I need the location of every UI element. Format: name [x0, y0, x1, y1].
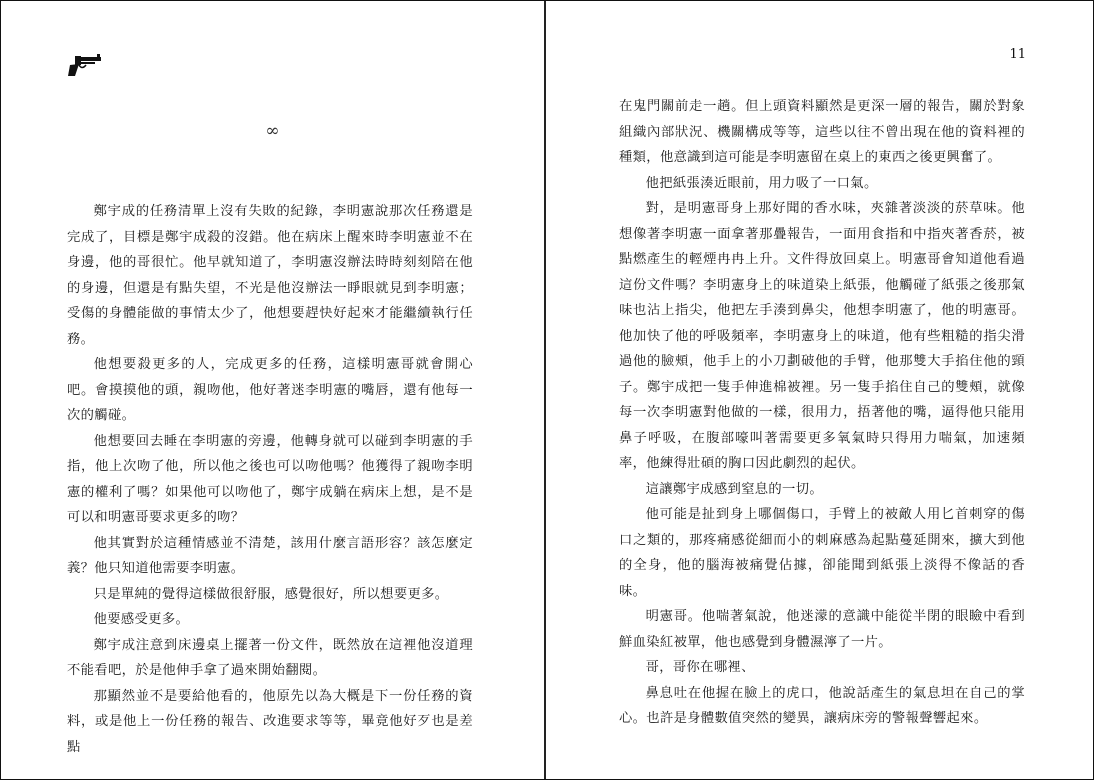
paragraph: 他要感受更多。: [93, 612, 190, 627]
left-page-body: [67, 199, 473, 760]
revolver-icon: [67, 53, 103, 77]
section-break-ornament: ∞: [265, 121, 280, 141]
paragraph: 他其實對於這種情感並不清楚，該用什麼言語形容？該怎麼定義？他只知道他需要李明憲。: [67, 535, 473, 576]
paragraph-continuation: 在鬼門關前走一趟。但上頭資料顯然是更深一層的報告，關於對象組織內部狀況、機關構成等等，這些以往不曾出現在他的資料裡的種類，他意識到這可能是李明憲留在桌上的東西之後更興奮了。: [619, 99, 1025, 165]
paragraph: 鼻息吐在他握在臉上的虎口，他說話產生的氣息坦在自己的掌心。也許是身體數值突然的變異，讓病床旁的警報聲響起來。: [619, 685, 1025, 726]
paragraph: 鄭宇成的任務清單上沒有失敗的紀錄，李明憲說那次任務還是完成了，目標是鄭宇成殺的沒錯。他在病床上醒來時李明憲並不在身邊，他的哥很忙。他早就知道了，李明憲沒辦法時時刻刻陪在他的身邊，但還是有點失望，不光是他沒辦法一睜眼就見到李明憲；受傷的身體能做的事情太少了，他想要趕快好起來才能繼續執行任務。: [67, 204, 473, 347]
right-page: [546, 1, 1091, 779]
paragraph: 只是單純的覺得這樣做很舒服，感覺很好，所以想要更多。: [93, 586, 449, 602]
paragraph: 哥，哥你在哪裡、: [645, 660, 755, 675]
paragraph: 他可能是扯到身上哪個傷口，手臂上的被敵人用匕首刺穿的傷口之類的，那疼痛感從細而小的刺麻感為起點蔓延開來，擴大到他的全身，他的腦海被痛覺佔據，卻能聞到紙張上淡得不像話的香味。: [619, 507, 1025, 599]
paragraph: 對，是明憲哥身上那好聞的香水味，夾雜著淡淡的菸草味。他想像著李明憲一面拿著那疊報告，一面用食指和中指夾著香菸，被點燃產生的輕煙冉冉上升。文件得放回桌上。明憲哥會知道他看過這份文件嗎？李明憲身上的味道染上紙張，他觸碰了紙張之後那氣味也沾上指尖，他把左手湊到鼻尖，他想李明憲了，他的明憲哥。他加快了他的呼吸頻率，李明憲身上的味道，他有些粗糙的指尖滑過他的臉頰，他手上的小刀劃破他的手臂，他那雙大手掐住他的頸子。鄭宇成把一隻手伸進棉被裡。另一隻手掐住自己的雙頰，就像每一次李明憲對他做的一樣，很用力，捂著他的嘴，逼得他只能用鼻子呼吸，在腹部嚎叫著需要更多氧氣時只得用力喘氣，加速頻率，他練得壯碩的胸口因此劇烈的起伏。: [619, 201, 1025, 471]
left-page: [1, 1, 546, 779]
paragraph: 這讓鄭宇成感到窒息的一切。: [645, 481, 824, 497]
page-number: 11: [1009, 47, 1026, 62]
paragraph: 明憲哥。他喘著氣說，他迷濛的意識中能從半閉的眼瞼中看到鮮血染紅被單，他也感覺到身體濕濘了一片。: [619, 609, 1025, 650]
paragraph: 他想要回去睡在李明憲的旁邊，他轉身就可以碰到李明憲的手指，他上次吻了他，所以他之後也可以吻他嗎？他獲得了親吻李明憲的權利了嗎？如果他可以吻他了，鄭宇成躺在病床上想，是不是可以和明憲哥要求更多的吻？: [67, 433, 473, 525]
paragraph: 鄭宇成注意到床邊桌上擺著一份文件，既然放在這裡他沒道理不能看吧，於是他伸手拿了過來開始翻閱。: [67, 637, 473, 678]
paragraph: 他把紙張湊近眼前，用力吸了一口氣。: [645, 175, 878, 191]
paragraph: 他想要殺更多的人，完成更多的任務，這樣明憲哥就會開心吧。會摸摸他的頭，親吻他，他好著迷李明憲的嘴唇，還有他每一次的觸碰。: [67, 357, 473, 423]
paragraph: 那顯然並不是要給他看的，他原先以為大概是下一份任務的資料，或是他上一份任務的報告、改進要求等等，畢竟他好歹也是差點: [67, 688, 473, 755]
right-page-body: [619, 94, 1025, 732]
